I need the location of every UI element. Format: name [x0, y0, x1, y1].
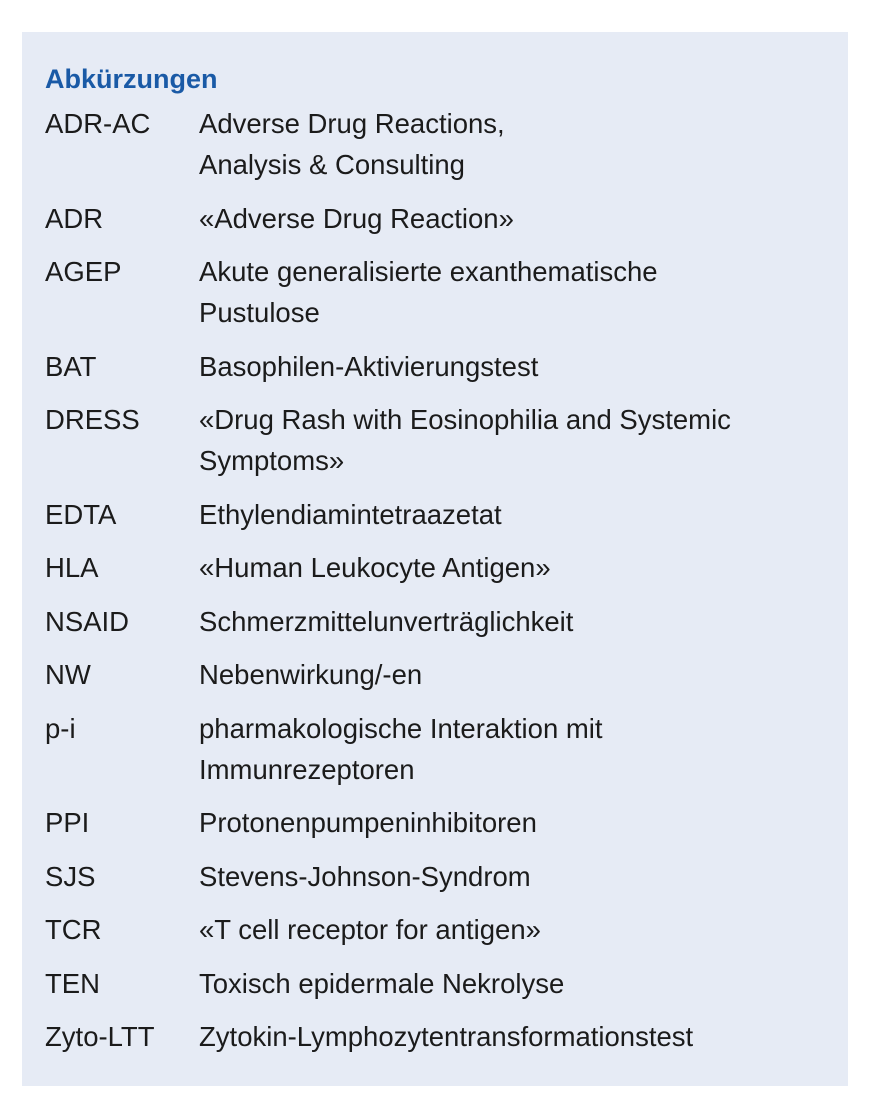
abbreviation-entry	[45, 654, 848, 695]
abbreviation-term: NSAID	[45, 605, 130, 637]
abbreviation-definition: pharmakologische Interaktion mit Immunrezeptoren	[199, 712, 603, 785]
abbreviation-term: TCR	[45, 914, 102, 945]
abbreviation-definition: Akute generalisierte exanthematische Pustulose	[199, 256, 658, 328]
abbreviation-definition: Protonenpumpeninhibitoren	[199, 807, 537, 838]
abbreviation-definition: Basophilen-Aktivierungstest	[199, 350, 539, 382]
abbreviation-entry	[45, 708, 848, 790]
abbreviation-term: TEN	[45, 967, 100, 999]
abbreviation-definition: Ethylendiamintetraazetat	[199, 498, 502, 530]
abbreviation-entry	[45, 399, 848, 481]
abbreviation-entry	[45, 346, 848, 387]
abbreviation-entry	[45, 547, 848, 588]
abbreviation-entry	[45, 963, 848, 1004]
abbreviation-entry	[45, 198, 848, 239]
abbreviation-entry	[45, 251, 848, 333]
abbreviation-list	[45, 103, 848, 1057]
abbreviation-term: HLA	[45, 552, 99, 583]
abbreviation-definition: Stevens-Johnson-Syndrom	[199, 860, 531, 892]
abbreviations-box	[22, 32, 848, 1086]
abbreviation-definition: Zytokin-Lymphozytentransformationstest	[199, 1021, 694, 1052]
abbreviation-term: p-i	[45, 712, 76, 744]
abbreviation-term: PPI	[45, 807, 90, 838]
abbreviation-entry	[45, 802, 848, 843]
abbreviation-entry	[45, 494, 848, 535]
abbreviation-definition: Toxisch epidermale Nekrolyse	[199, 967, 565, 999]
abbreviation-term: Zyto-LTT	[45, 1021, 155, 1052]
abbreviation-entry	[45, 1016, 848, 1057]
abbreviation-entry	[45, 103, 848, 185]
abbreviation-definition: «Human Leukocyte Antigen»	[199, 552, 551, 583]
box-title: Abkürzungen	[45, 64, 218, 94]
abbreviation-entry	[45, 856, 848, 897]
abbreviation-term: DRESS	[45, 404, 140, 435]
abbreviation-definition: «T cell receptor for antigen»	[199, 914, 541, 945]
abbreviation-definition: «Adverse Drug Reaction»	[199, 202, 514, 234]
abbreviation-definition: «Drug Rash with Eosinophilia and Systemic Symptoms»	[199, 404, 731, 476]
abbreviation-term: ADR	[45, 202, 104, 234]
abbreviation-term: BAT	[45, 350, 97, 382]
abbreviation-entry	[45, 601, 848, 642]
abbreviation-definition: Adverse Drug Reactions, Analysis & Consulting	[199, 108, 505, 180]
abbreviation-term: SJS	[45, 860, 96, 892]
abbreviation-term: AGEP	[45, 256, 122, 287]
abbreviation-definition: Nebenwirkung/-en	[199, 659, 423, 690]
abbreviation-entry	[45, 909, 848, 950]
abbreviation-term: ADR-AC	[45, 108, 151, 139]
abbreviation-term: EDTA	[45, 498, 117, 530]
abbreviation-definition: Schmerzmittelunverträglichkeit	[199, 605, 574, 637]
abbreviation-term: NW	[45, 659, 91, 690]
